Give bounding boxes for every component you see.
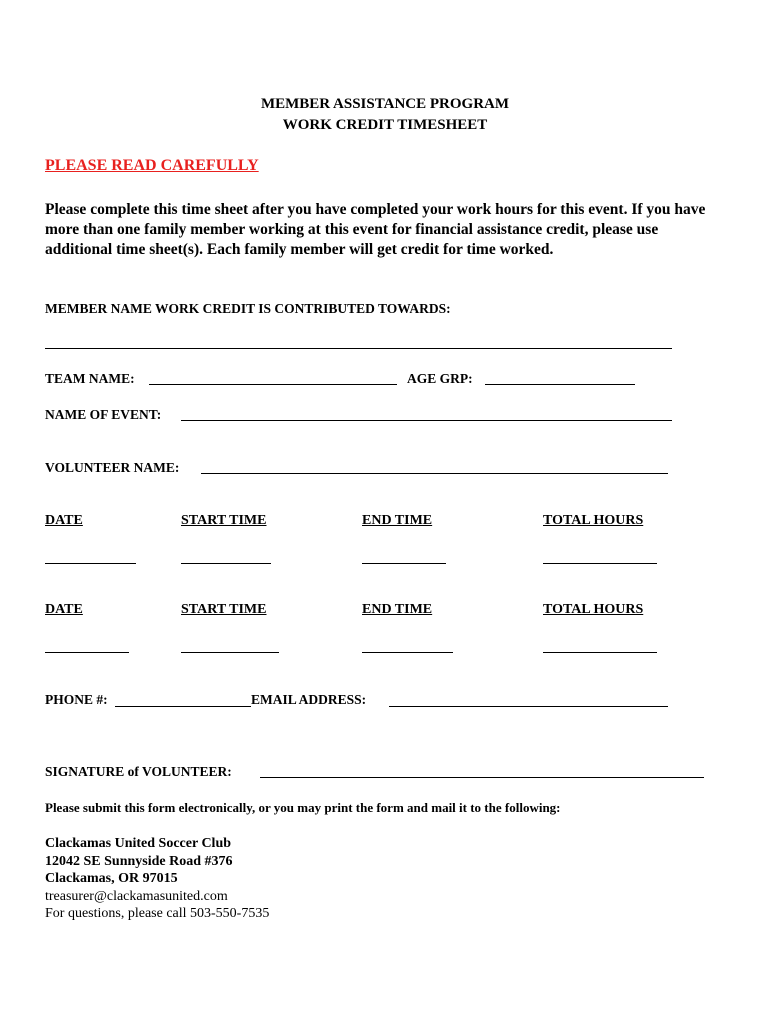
- volunteer-name-label: VOLUNTEER NAME:: [45, 460, 180, 475]
- phone-input-line[interactable]: [115, 706, 251, 707]
- address-email[interactable]: treasurer@clackamasunited.com: [45, 888, 228, 904]
- member-name-input-line[interactable]: [45, 348, 672, 349]
- start-time-input-line[interactable]: [181, 563, 271, 564]
- mailing-address: [45, 835, 269, 923]
- age-grp-label: AGE GRP:: [407, 371, 473, 386]
- submit-instructions: Please submit this form electronically, or you may print the form and mail it to the following:: [45, 800, 561, 815]
- signature-label-word-volunteer: VOLUNTEER:: [142, 764, 232, 779]
- phone-label: PHONE #:: [45, 692, 108, 707]
- form-title-line2: WORK CREDIT TIMESHEET: [282, 117, 488, 133]
- signature-label-word-of: of: [127, 764, 139, 779]
- please-read-notice: PLEASE READ CAREFULLY: [45, 157, 259, 174]
- date-input-line[interactable]: [45, 563, 136, 564]
- volunteer-name-input-line[interactable]: [201, 473, 668, 474]
- member-name-label: MEMBER NAME WORK CREDIT IS CONTRIBUTED TOWARDS:: [45, 301, 451, 316]
- address-street: 12042 SE Sunnyside Road #376: [45, 853, 233, 869]
- questions-phone: For questions, please call 503-550-7535: [45, 906, 270, 921]
- signature-label: [45, 764, 232, 780]
- col-header-start-time: START TIME: [181, 513, 267, 528]
- instructions-paragraph: Please complete this time sheet after you have completed your work hours for this event. If you have more than one family member working at this event for financial assistance credit, please use additional time sheet(s). Each family member will get credit for time worked.: [45, 201, 706, 258]
- form-title-line1: MEMBER ASSISTANCE PROGRAM: [260, 96, 510, 112]
- end-time-input-line[interactable]: [362, 652, 453, 653]
- event-name-label: NAME OF EVENT:: [45, 407, 162, 422]
- col-header-total-hours: TOTAL HOURS: [543, 513, 644, 528]
- signature-label-word-signature: SIGNATURE: [45, 764, 125, 779]
- event-name-input-line[interactable]: [181, 420, 672, 421]
- col-header-start-time: START TIME: [181, 602, 267, 617]
- col-header-total-hours: TOTAL HOURS: [543, 602, 644, 617]
- age-grp-input-line[interactable]: [485, 384, 635, 385]
- signature-input-line[interactable]: [260, 777, 704, 778]
- total-hours-input-line[interactable]: [543, 563, 657, 564]
- team-name-label: TEAM NAME:: [45, 371, 135, 386]
- col-header-end-time: END TIME: [362, 602, 433, 617]
- total-hours-input-line[interactable]: [543, 652, 657, 653]
- col-header-date: DATE: [45, 602, 83, 617]
- start-time-input-line[interactable]: [181, 652, 279, 653]
- col-header-end-time: END TIME: [362, 513, 433, 528]
- email-label: EMAIL ADDRESS:: [251, 692, 367, 707]
- email-input-line[interactable]: [389, 706, 668, 707]
- address-org: Clackamas United Soccer Club: [45, 836, 232, 851]
- col-header-date: DATE: [45, 513, 83, 528]
- team-name-input-line[interactable]: [149, 384, 397, 385]
- end-time-input-line[interactable]: [362, 563, 446, 564]
- address-city: Clackamas, OR 97015: [45, 871, 178, 886]
- date-input-line[interactable]: [45, 652, 129, 653]
